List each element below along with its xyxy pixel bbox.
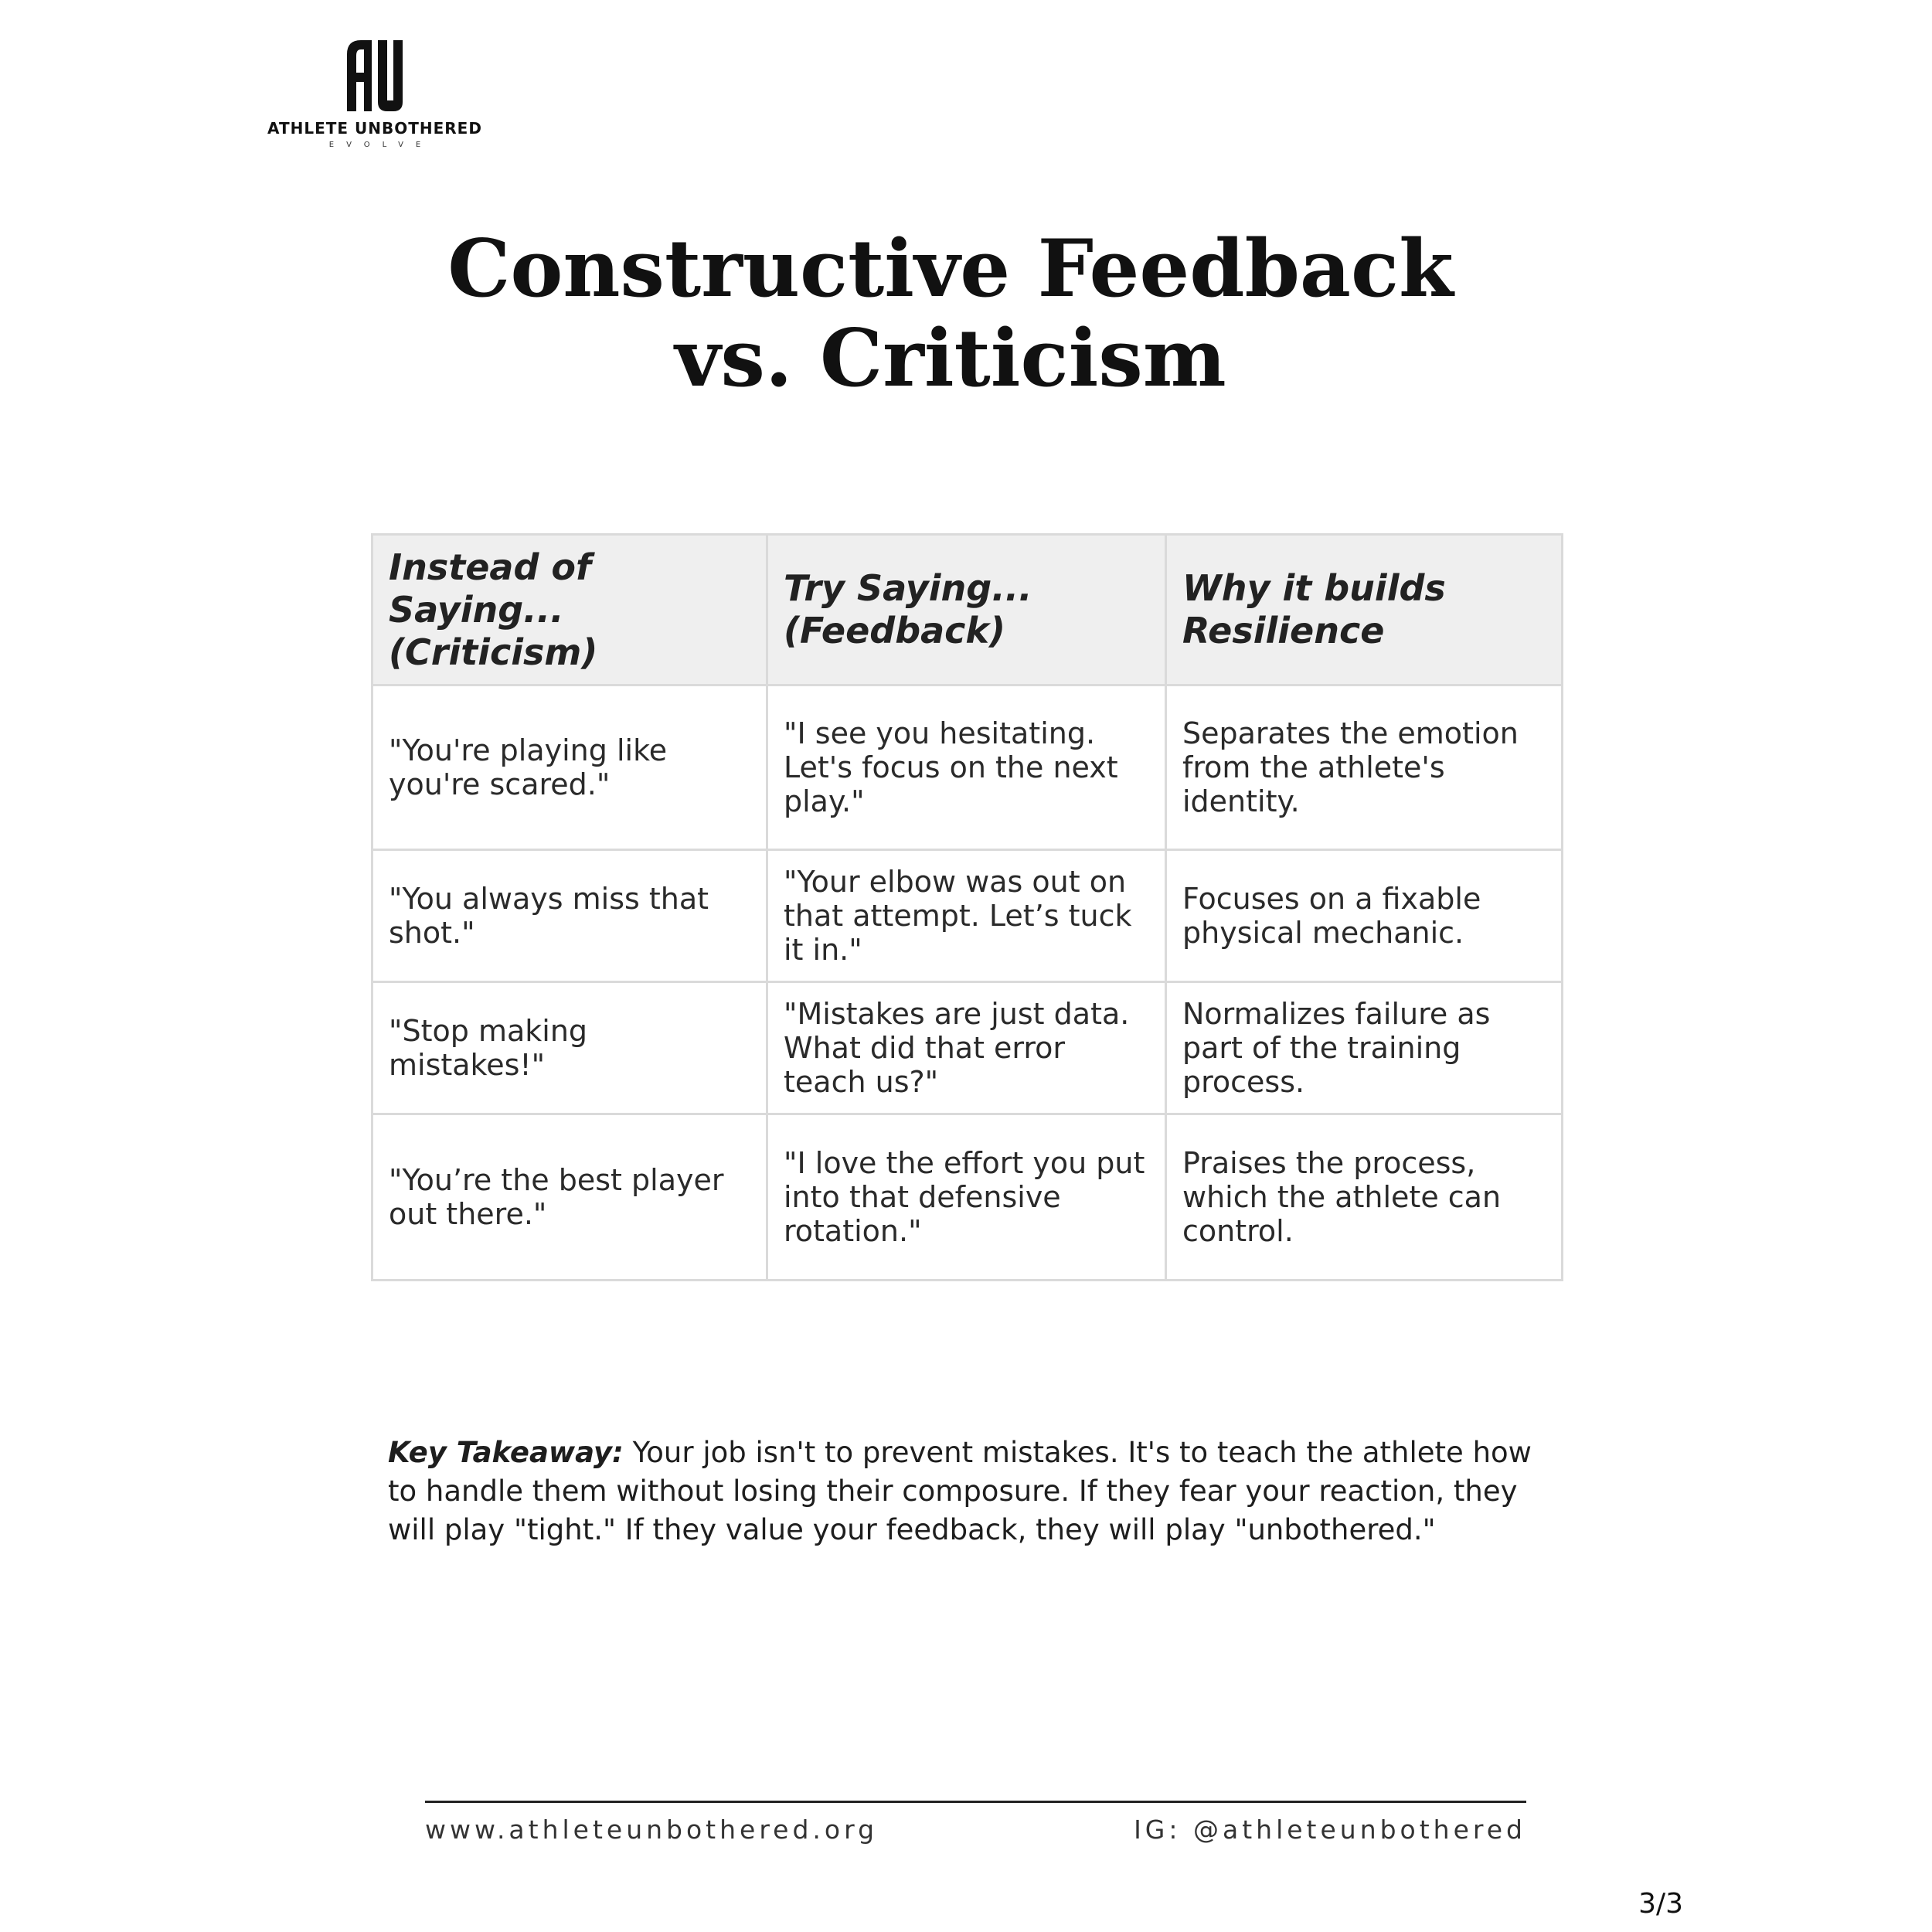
au-logo-icon: [344, 37, 406, 111]
table-row: [372, 685, 1563, 850]
header-try-saying: Try Saying... (Feedback): [767, 535, 1166, 685]
brand-name: ATHLETE UNBOTHERED: [267, 119, 482, 138]
feedback-cell: "I love the effort you put into that defensive rotation.": [767, 1114, 1166, 1281]
resilience-cell: Focuses on a fixable physical mechanic.: [1166, 850, 1563, 982]
header-instead-of-saying: Instead of Saying... (Criticism): [372, 535, 767, 685]
feedback-cell: "I see you hesitating. Let's focus on the next play.": [767, 685, 1166, 850]
title-line-1: Constructive Feedback: [447, 223, 1454, 315]
resilience-cell: Normalizes failure as part of the training process.: [1166, 982, 1563, 1114]
table-row: [372, 1114, 1563, 1281]
footer-divider: [425, 1801, 1526, 1803]
brand-tagline: EVOLVE: [328, 141, 434, 149]
feedback-cell: "Your elbow was out on that attempt. Let’s tuck it in.": [767, 850, 1166, 982]
criticism-cell: "You always miss that shot.": [372, 850, 767, 982]
table-row: [372, 850, 1563, 982]
footer-instagram: IG: @athleteunbothered: [1134, 1815, 1526, 1845]
key-takeaway-label: Key Takeaway:: [388, 1436, 624, 1469]
criticism-cell: "You're playing like you're scared.": [372, 685, 767, 850]
table-row: [372, 982, 1563, 1114]
header-why-resilience: Why it builds Resilience: [1166, 535, 1563, 685]
criticism-cell: "You’re the best player out there.": [372, 1114, 767, 1281]
page-number: 3/3: [1638, 1888, 1683, 1920]
title-line-2: vs. Criticism: [675, 312, 1226, 405]
feedback-cell: "Mistakes are just data. What did that error teach us?": [767, 982, 1166, 1114]
feedback-table: [371, 533, 1563, 1281]
key-takeaway: [388, 1434, 1563, 1549]
brand-logo: [247, 37, 502, 161]
page-title: [0, 224, 1901, 403]
resilience-cell: Praises the process, which the athlete can control.: [1166, 1114, 1563, 1281]
footer-website: www.athleteunbothered.org: [425, 1815, 879, 1845]
criticism-cell: "Stop making mistakes!": [372, 982, 767, 1114]
key-takeaway-text: Your job isn't to prevent mistakes. It's to teach the athlete how to handle them without losing their composure. If they fear your reaction, they will play "tight." If they value your feedback, they will play "unbothered.": [388, 1436, 1532, 1546]
table-header-row: [372, 535, 1563, 685]
resilience-cell: Separates the emotion from the athlete's identity.: [1166, 685, 1563, 850]
